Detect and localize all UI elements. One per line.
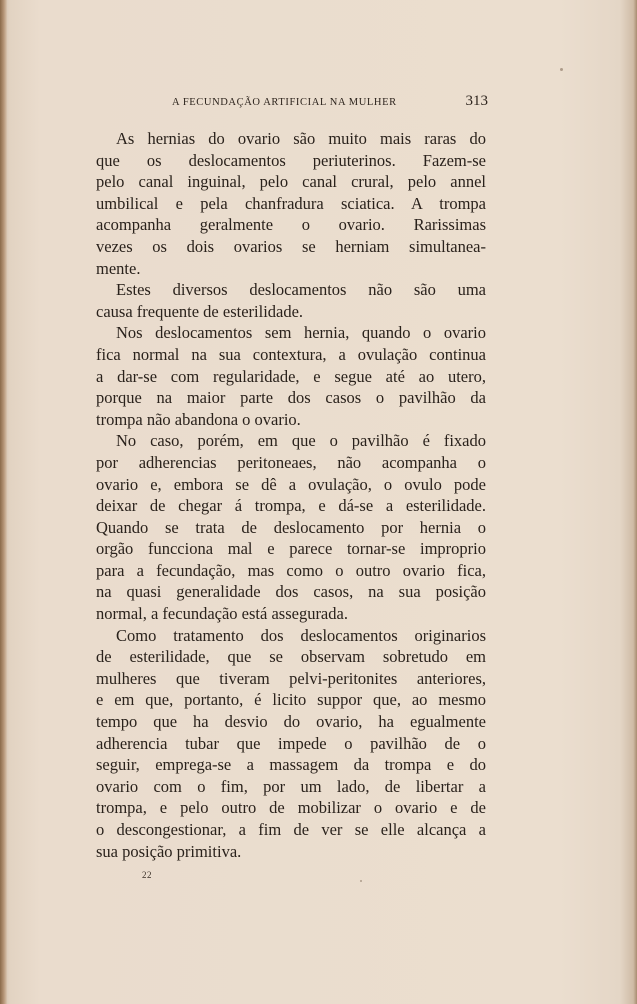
text-line: de esterilidade, que se observam sobretudo em	[96, 647, 486, 667]
text-line: deixar de chegar á trompa, e dá-se a esterilidade.	[96, 496, 486, 516]
body-text	[96, 128, 486, 862]
text-line: normal, a fecundação está assegurada.	[96, 604, 348, 624]
text-line: pelo canal inguinal, pelo canal crural, pelo annel	[96, 172, 486, 192]
text-line: a dar-se com regularidade, e segue até ao utero,	[96, 366, 486, 386]
text-line: As hernias do ovario são muito mais raras do	[116, 129, 486, 148]
page-outer-edge	[633, 0, 637, 1004]
running-title: A FECUNDAÇÃO ARTIFICIAL NA MULHER	[172, 97, 397, 108]
text-line: por adherencias peritoneaes, não acompanha o	[96, 452, 486, 472]
text-line: tempo que ha desvio do ovario, ha egualmente	[96, 712, 486, 732]
text-line: ovario e, embora se dê a ovulação, o ovulo pode	[96, 474, 486, 494]
signature-mark: 22	[142, 870, 152, 880]
text-line: e em que, portanto, é licito suppor que, ao mesmo	[96, 690, 486, 710]
text-line: umbilical e pela chanfradura sciatica. A trompa	[96, 193, 486, 213]
text-line: porque na maior parte dos casos o pavilhão da	[96, 388, 486, 408]
text-line: vezes os dois ovarios se herniam simultanea-	[96, 236, 486, 256]
text-line: acompanha geralmente o ovario. Rarissimas	[96, 215, 486, 235]
text-line: No caso, porém, em que o pavilhão é fixado	[116, 431, 486, 451]
text-line: adherencia tubar que impede o pavilhão de o	[96, 733, 486, 753]
text-line: na quasi generalidade dos casos, na sua posição	[96, 582, 486, 602]
text-line: que os deslocamentos periuterinos. Fazem-se	[96, 150, 486, 170]
text-line: Nos deslocamentos sem hernia, quando o ovario	[116, 323, 486, 343]
text-line: orgão funcciona mal e parece tornar-se improprio	[96, 539, 486, 559]
text-line: ovario com o fim, por um lado, de libertar a	[96, 776, 486, 796]
text-line: Quando se trata de deslocamento por hernia o	[96, 517, 486, 537]
text-line: mente.	[96, 258, 141, 278]
text-line: o descongestionar, a fim de ver se elle alcança a	[96, 820, 486, 839]
text-line: trompa não abandona o ovario.	[96, 409, 301, 429]
page-number: 313	[465, 93, 488, 109]
text-line: fica normal na sua contextura, a ovulação continua	[96, 344, 486, 364]
text-line: seguir, emprega-se a massagem da trompa e do	[96, 755, 486, 775]
text-line: causa frequente de esterilidade.	[96, 301, 304, 321]
text-line: para a fecundação, mas como o outro ovario fica,	[96, 560, 486, 580]
text-line: Estes diversos deslocamentos não são uma	[116, 280, 486, 300]
paper-speck	[360, 880, 362, 882]
page-header	[172, 93, 488, 113]
text-line: trompa, e pelo outro de mobilizar o ovario e de	[96, 798, 486, 818]
text-line: mulheres que tiveram pelvi-peritonites anteriores,	[96, 668, 486, 688]
paper-speck	[560, 68, 563, 71]
page-binding-edge	[0, 0, 7, 1004]
text-line: sua posição primitiva.	[96, 841, 242, 861]
text-line: Como tratamento dos deslocamentos originarios	[116, 625, 486, 645]
